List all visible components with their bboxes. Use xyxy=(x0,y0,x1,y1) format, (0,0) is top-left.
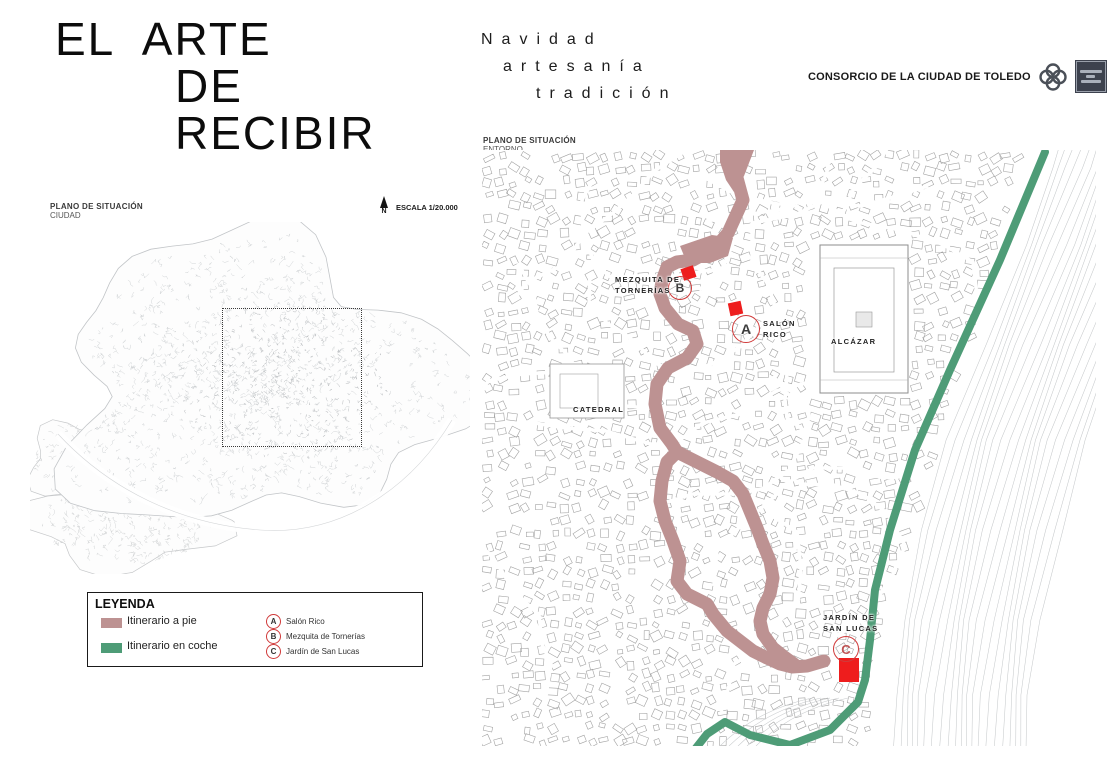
legend-point-c-label: Jardín de San Lucas xyxy=(286,647,360,656)
label-salon-line-1: SALÓN xyxy=(763,319,796,328)
legend-marker-c-icon xyxy=(266,644,281,659)
consorcio-knot-logo xyxy=(1038,62,1068,92)
label-mezquita xyxy=(615,274,680,296)
map-marker-a-letter: A xyxy=(740,321,752,337)
subtitle-line-3: tradición xyxy=(536,85,678,102)
legend-drive-swatch xyxy=(101,643,122,653)
consorcio-seal-logo xyxy=(1075,60,1107,93)
detail-extent-rectangle xyxy=(222,308,362,447)
label-jardin-line-1: JARDÍN DE xyxy=(823,613,876,622)
city-map-subtitle: CIUDAD xyxy=(50,211,81,220)
legend-marker-c-letter: C xyxy=(270,647,277,656)
map-marker-c xyxy=(833,636,859,662)
entorno-map-title: PLANO DE SITUACIÓN xyxy=(483,136,576,145)
north-arrow xyxy=(376,196,392,215)
legend-marker-a-letter: A xyxy=(270,617,277,626)
legend xyxy=(87,592,423,667)
label-mezquita-line-1: MEZQUITA DE xyxy=(615,275,681,284)
legend-marker-b-letter: B xyxy=(270,632,277,641)
legend-point-a-label: Salón Rico xyxy=(286,617,325,626)
subtitle-line-1: Navidad xyxy=(481,31,603,48)
label-mezquita-line-2: TORNERÍAS xyxy=(615,286,671,295)
legend-walk-label: Itinerario a pie xyxy=(127,615,197,627)
map-marker-c-letter: C xyxy=(841,641,851,657)
label-salon-rico xyxy=(763,318,796,340)
legend-title: LEYENDA xyxy=(95,597,155,611)
title-line-2: DE xyxy=(175,60,243,112)
subtitle-line-2: artesanía xyxy=(503,58,651,75)
poster-title xyxy=(55,13,376,159)
entorno-map-drawing xyxy=(482,150,1096,746)
legend-point-b-label: Mezquita de Tornerías xyxy=(286,632,366,641)
label-catedral: CATEDRAL xyxy=(573,405,625,414)
legend-walk-swatch xyxy=(101,618,122,628)
poster-subtitle xyxy=(481,26,677,107)
label-jardin xyxy=(823,612,878,634)
consorcio-header xyxy=(808,60,1107,93)
legend-drive-label: Itinerario en coche xyxy=(127,640,218,652)
title-line-1: EL ARTE xyxy=(55,13,272,65)
map-marker-a xyxy=(732,315,760,343)
city-map-header xyxy=(50,202,143,220)
north-arrow-icon xyxy=(380,196,388,208)
legend-marker-a-icon xyxy=(266,614,281,629)
salon-rico-highlight-square xyxy=(728,301,743,316)
city-map-title: PLANO DE SITUACIÓN xyxy=(50,202,143,211)
legend-marker-b-icon xyxy=(266,629,281,644)
label-salon-line-2: RICO xyxy=(763,330,787,339)
scale-label: ESCALA 1/20.000 xyxy=(396,203,458,212)
title-line-3: RECIBIR xyxy=(175,107,376,159)
label-jardin-line-2: SAN LUCAS xyxy=(823,624,879,633)
entorno-map xyxy=(482,150,1096,746)
map-marker-b-letter: B xyxy=(675,281,685,295)
north-letter: N xyxy=(381,208,387,215)
consorcio-label: CONSORCIO DE LA CIUDAD DE TOLEDO xyxy=(808,70,1031,83)
label-alcazar: ALCÁZAR xyxy=(831,337,877,346)
